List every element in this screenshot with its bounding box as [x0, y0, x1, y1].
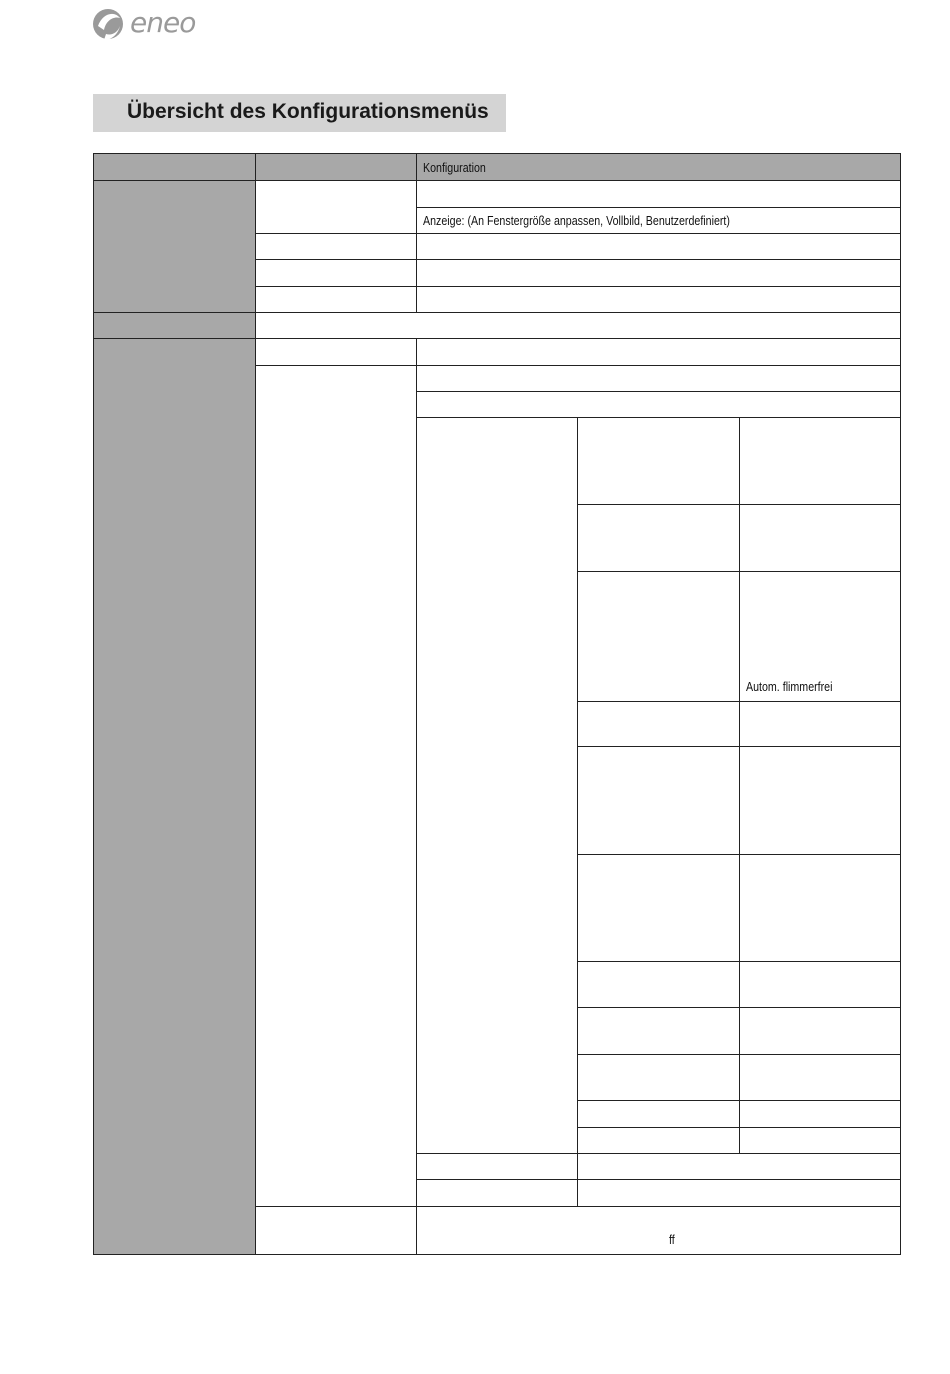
table-cell: [255, 365, 417, 1207]
table-header-label: Konfiguration: [423, 160, 486, 175]
table-group-3-label: [93, 338, 256, 1255]
footer-fragment-text: ff: [669, 1232, 675, 1247]
table-cell: [577, 854, 740, 962]
table-cell: [739, 961, 901, 1008]
table-cell: [739, 854, 901, 962]
table-cell: [739, 701, 901, 747]
table-header-col1: [93, 153, 256, 181]
table-cell: [577, 417, 740, 505]
table-cell: [577, 1054, 740, 1101]
table-cell: [255, 1206, 417, 1255]
table-cell: [739, 1100, 901, 1128]
table-cell: [255, 312, 901, 339]
table-cell-display: [416, 207, 901, 234]
logo-wordmark: eneo: [130, 6, 196, 39]
table-cell: [577, 961, 740, 1008]
table-cell: [416, 233, 901, 260]
table-cell: [255, 180, 417, 234]
table-cell: [577, 1179, 901, 1207]
table-cell-flicker: [739, 571, 901, 702]
table-cell: [739, 1054, 901, 1101]
table-cell: [577, 1153, 901, 1180]
table-cell: [416, 1179, 578, 1207]
table-cell: [255, 286, 417, 313]
display-mode-text: Anzeige: (An Fenstergröße anpassen, Vollbild, Benutzerdefiniert): [423, 213, 730, 228]
table-cell: [577, 504, 740, 572]
table-cell: [416, 417, 578, 1154]
table-cell: [577, 701, 740, 747]
table-cell: [739, 504, 901, 572]
table-cell: [577, 571, 740, 702]
table-cell: [577, 746, 740, 855]
table-cell: [739, 1007, 901, 1055]
table-cell: [416, 286, 901, 313]
table-header-col3: [416, 153, 901, 181]
table-cell: [416, 338, 901, 366]
table-cell: [577, 1100, 740, 1128]
table-cell: [739, 1127, 901, 1154]
flicker-option-text: Autom. flimmerfrei: [746, 679, 833, 694]
table-cell: [416, 365, 901, 392]
table-cell: [577, 1127, 740, 1154]
table-cell: [416, 180, 901, 208]
table-cell: [416, 391, 901, 418]
table-cell: [577, 1007, 740, 1055]
table-group-2-label: [93, 312, 256, 339]
table-group-1-label: [93, 180, 256, 313]
table-cell: [416, 259, 901, 287]
page-title: Übersicht des Konfigurationsmenüs: [127, 100, 489, 123]
table-cell: [255, 338, 417, 366]
table-cell: [416, 1153, 578, 1180]
table-header-col2: [255, 153, 417, 181]
table-cell: [255, 259, 417, 287]
table-cell-footer: [416, 1206, 901, 1255]
table-cell: [255, 233, 417, 260]
table-cell: [739, 417, 901, 505]
table-cell: [739, 746, 901, 855]
